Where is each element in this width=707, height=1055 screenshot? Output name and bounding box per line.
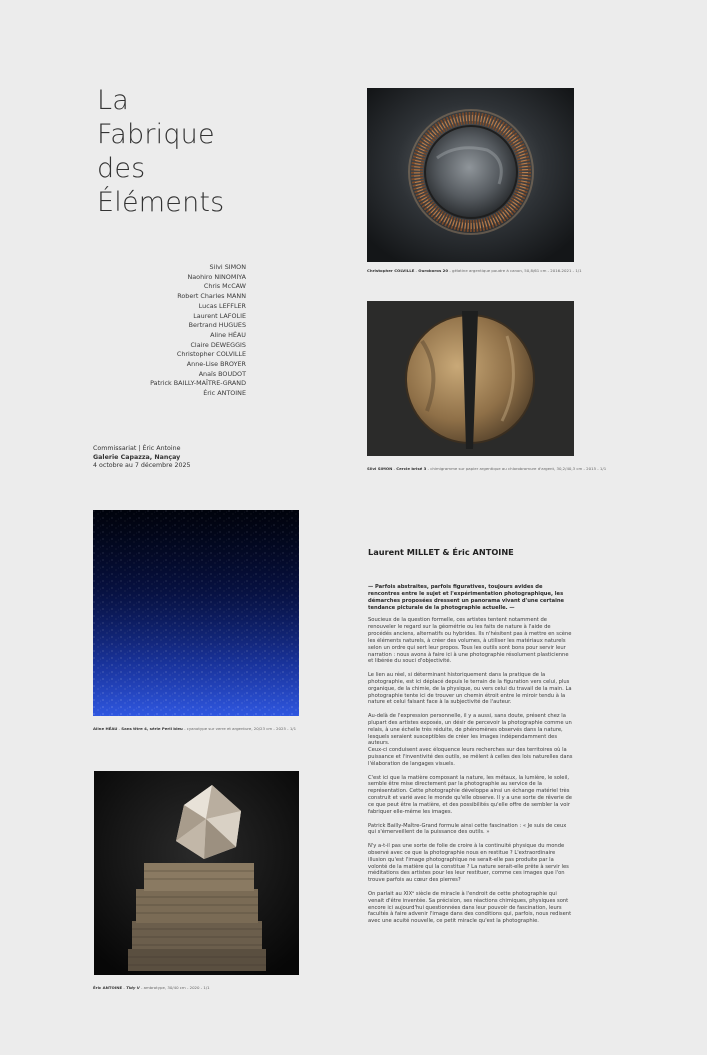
caption-artist: Éric ANTOINE — [93, 985, 123, 990]
broken-circle-image — [367, 301, 574, 456]
caption-artist: Aline HÉAU — [93, 726, 118, 731]
artist-name: Chris McCAW — [203, 282, 246, 291]
gallery-line: Galerie Capazza, Nançay — [93, 453, 181, 461]
artwork-caption: Aline HÉAU - Sans titre 4, série Peril bleu - cyanotype sur verre et argenture, 20/23 cm - 2025 - 1/1 — [93, 726, 297, 731]
essay-lead: — Parfois abstraites, parfois figuratives, toujours avides de rencontres entre le sujet et l'expérimentation photographique, les démarches proposées dressent un panorama vivant d'une certaine tendance picturale de la photographie actuelle. — — [368, 584, 565, 611]
essay-paragraph: Soucieux de la question formelle, ces artistes tentent notamment de renouveler le regard sur la géométrie ou les faits de nature à l'aide de procédés anciens, alternatifs ou hybrides. Ils n'hésitent pas à mettre en scène les éléments naturels, à créer des volumes, à utiliser les matériaux naturels selon un ordre qui sert leur propos. Tous les outils sont bons pour servir leur narration : nous avons à faire ici à une photographie résolument plasticienne et libérée du souci d'objectivité. — [368, 617, 572, 665]
title-line: Fabrique — [97, 119, 215, 150]
artist-name: Patrick BAILLY-MAÎTRE-GRAND — [150, 379, 246, 388]
essay-paragraph: Le lien au réel, si déterminant historiquement dans la pratique de la photographie, est ici déplacé depuis le terrain de la figuration vers celui, plus organique, de la chimie, de la physique, ou vers celui du travail de la main. La photographie tente ici de trouver un chemin étroit entre le miroir tendu à la nature et celui faisant face à la subjectivité de l'auteur. — [368, 672, 572, 706]
caption-details: ambrotype, 30/40 cm - 2020 - 1/1 — [143, 985, 210, 990]
caption-details: chimigramme sur papier argentique au chlorobromure d'argent, 30,2/40,3 cm - 2015 - 1/1 — [430, 466, 607, 471]
artist-list — [120, 263, 246, 399]
artist-name: Claire DEWEGGIS — [190, 340, 246, 349]
essay-paragraph: Au-delà de l'expression personnelle, il y a aussi, sans doute, présent chez la plupart des artistes exposés, un désir de percevoir la photographie comme un relais, à une échelle très réduite, de phénomènes observés dans la nature, lesquels seraient susceptibles de créer les images indépendamment des auteurs. Ceux-ci conduisent avec éloquence leurs recherches sur des territoires où la puissance et l'inventivité des outils, se mêlent à celles des lois naturelles dans l'élaboration de langages visuels. — [368, 713, 573, 767]
essay-heading: Laurent MILLET & Éric ANTOINE — [368, 547, 514, 557]
caption-title: Tidy V — [126, 985, 140, 990]
exhibition-title — [97, 84, 317, 220]
artist-name: Laurent LAFOLIE — [193, 311, 246, 320]
essay — [368, 547, 574, 932]
artist-name: Anne-Lise BROYER — [186, 360, 246, 369]
cyanotype-image — [93, 510, 299, 716]
dates-line: 4 octobre au 7 décembre 2025 — [93, 462, 191, 469]
essay-paragraph: C'est ici que la matière composant la nature, les métaux, la lumière, le soleil, semble être mise directement par la photographie au service de la représentation. Cette photographie développe ainsi un échange matériel très construit et varié avec le monde qu'elle observe. Il y a une sorte de rêverie de ce que peut être la matière, et des possibilités qu'elle offre de sembler la voir fabriquer elle-même les images. — [368, 774, 572, 815]
artwork-broken-circle — [367, 301, 574, 456]
essay-paragraph: N'y a-t-il pas une sorte de folie de croire à la continuité physique du monde observé avec ce que la photographie nous en restitue ? L'extraordinaire illusion qu'est l'image photographique ne serait-elle pas produite par la volonté de la matière qui la constitue ? La nature serait-elle prête à servir les méditations des artistes pour les leur restituer, comme ces images que l'on trouve parfois au cœur des pierres? — [368, 842, 569, 884]
exhibition-credits — [93, 445, 293, 471]
artist-name: Éric ANTOINE — [203, 389, 246, 398]
caption-artist: Christopher COLVILLE — [367, 268, 415, 273]
caption-details: cyanotype sur verre et argenture, 20/23 cm - 2025 - 1/1 — [186, 726, 297, 731]
curator-line: Commissariat | Éric Antoine — [93, 445, 181, 452]
caption-title: Cercle brisé 3 — [396, 466, 427, 471]
artwork-caption: Silvi SIMON - Cercle brisé 3 - chimigramme sur papier argentique au chlorobromure d'argent, 30,2/40,3 cm - 2015 - 1/1 — [367, 466, 607, 471]
caption-details: gélatine argentique poudre à canon, 50,8/61 cm - 2016-2021 - 1/1 — [451, 268, 582, 273]
title-line: Éléments — [97, 187, 225, 218]
artist-name: Christopher COLVILLE — [176, 350, 246, 359]
essay-paragraph: On parlait au XIXᵉ siècle de miracle à l'endroit de cette photographie qui venait d'être inventée. Sa précision, ses réactions chimiques, physiques sont encore ici aujourd'hui questionnées dans leur pouvoir de fascination, leurs facultés à faire advenir l'image dans des conditions qui, parfois, nous redisent avec une acuité nouvelle, ce petit miracle qu'est la photographie. — [368, 890, 572, 925]
caption-title: Sans titre 4, série Peril bleu — [121, 726, 183, 731]
artwork-caption: Éric ANTOINE - Tidy V - ambrotype, 30/40 cm - 2020 - 1/1 — [93, 985, 210, 990]
artwork-ouroboros — [367, 88, 574, 262]
caption-title: Ouroboros 20 — [418, 268, 449, 273]
artist-name: Robert Charles MANN — [177, 292, 246, 301]
artist-name: Bertrand HUGUES — [188, 321, 246, 330]
artwork-ambrotype — [94, 771, 299, 975]
title-line: des — [97, 153, 146, 184]
ouroboros-image — [367, 88, 574, 262]
artist-name: Lucas LEFFLER — [198, 301, 246, 310]
essay-paragraph: Patrick Bailly-Maître-Grand formule ainsi cette fascination : « Je suis de ceux qui s'émerveillent de la puissance des outils. » — [368, 822, 567, 836]
title-line: La — [97, 85, 129, 116]
artwork-cyanotype — [93, 510, 299, 716]
caption-artist: Silvi SIMON — [367, 466, 393, 471]
artist-name: Aline HÉAU — [210, 330, 246, 339]
artwork-caption: Christopher COLVILLE - Ouroboros 20 - gélatine argentique poudre à canon, 50,8/61 cm - 2016-2021 - 1/1 — [367, 268, 582, 273]
artist-name: Naohiro NINOMIYA — [187, 272, 246, 281]
artist-name: Anaïs BOUDOT — [198, 369, 246, 378]
ambrotype-image — [94, 771, 299, 975]
artist-name: Silvi SIMON — [209, 263, 246, 271]
